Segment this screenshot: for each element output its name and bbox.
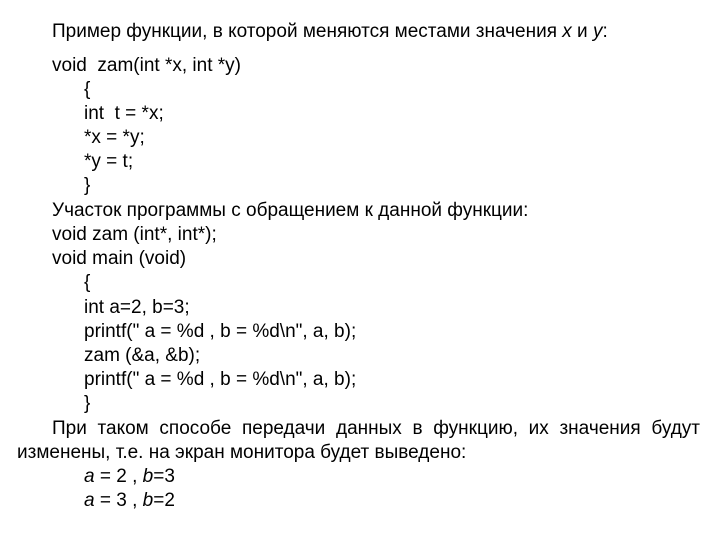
output-line xyxy=(84,465,175,489)
output-value-b: =3 xyxy=(153,466,175,487)
intro-var-y: y xyxy=(592,21,603,42)
main-open-brace: { xyxy=(84,272,91,293)
output-value-b: =2 xyxy=(153,490,175,511)
output-var-a: a xyxy=(84,490,95,511)
intro-prefix: Пример функции, в которой меняются местами значения xyxy=(52,21,563,42)
func-close-brace: } xyxy=(84,175,91,196)
output-value-a: = 3 , xyxy=(94,490,143,511)
prototype-line: void zam (int*, int*); xyxy=(52,224,217,245)
output-line xyxy=(84,489,175,513)
main-body-line: printf(" a = %d , b = %d\n", a, b); xyxy=(84,369,357,390)
func-open-brace: { xyxy=(84,79,91,100)
output-var-b: b xyxy=(142,466,154,487)
intro-conj: и xyxy=(571,21,593,42)
intro-line xyxy=(52,20,608,44)
output-var-b: b xyxy=(142,490,154,511)
intro-var-x: x xyxy=(562,21,572,42)
main-body-line: int a=2, b=3; xyxy=(84,297,190,318)
call-heading: Участок программы с обращением к данной функции: xyxy=(52,200,529,221)
conclusion-line-2: изменены, т.е. на экран монитора будет выведено: xyxy=(17,442,467,463)
func-signature: void zam(int *x, int *y) xyxy=(52,55,241,76)
func-body-line: *y = t; xyxy=(84,151,134,172)
main-body-line: zam (&a, &b); xyxy=(84,345,201,366)
func-body-line: int t = *x; xyxy=(84,103,164,124)
main-close-brace: } xyxy=(84,393,91,414)
main-signature: void main (void) xyxy=(52,248,187,269)
intro-suffix: : xyxy=(602,21,608,42)
output-value-a: = 2 , xyxy=(94,466,143,487)
conclusion-line-1: При таком способе передачи данных в функцию, их значения будут xyxy=(52,418,700,439)
output-var-a: a xyxy=(84,466,95,487)
main-body-line: printf(" a = %d , b = %d\n", a, b); xyxy=(84,321,357,342)
func-body-line: *x = *y; xyxy=(84,127,145,148)
